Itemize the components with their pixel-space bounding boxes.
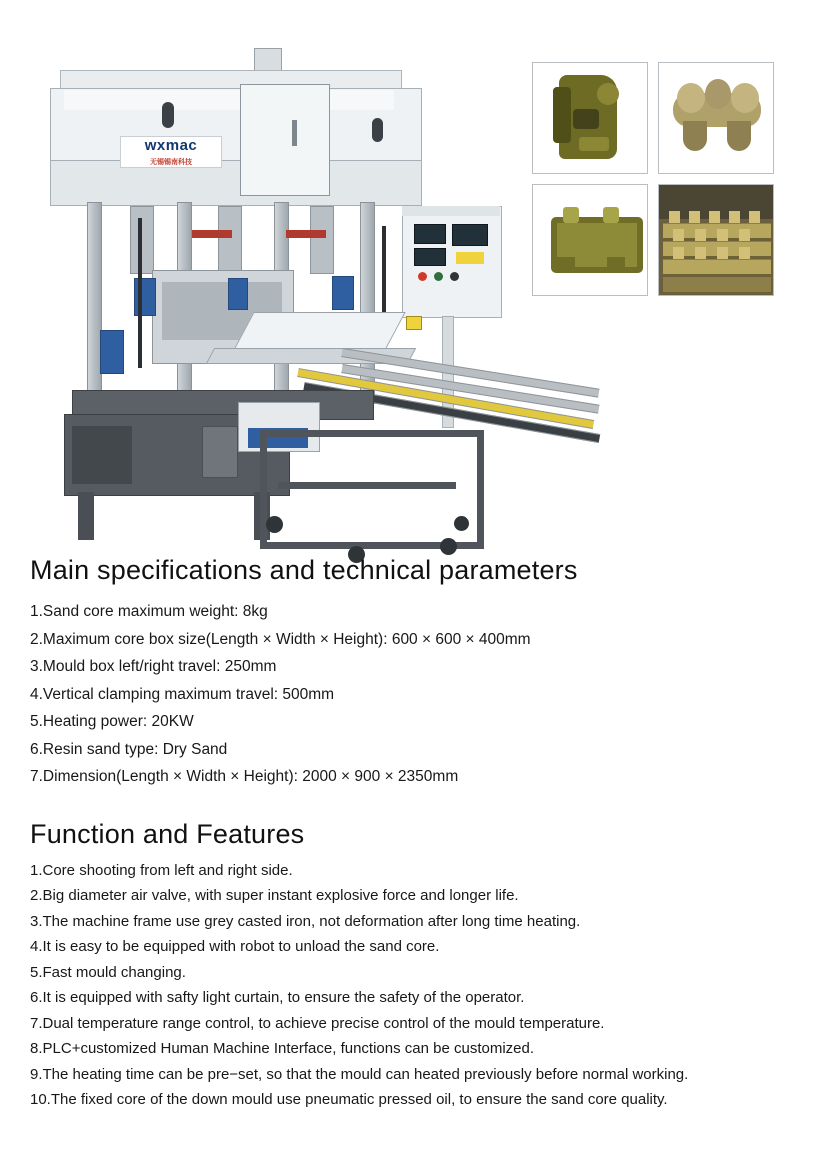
list-item: 3.The machine frame use grey casted iron, not deformation after long time heating.: [30, 912, 581, 930]
machine-ram-1: [130, 206, 154, 274]
list-item: 5.Heating power: 20KW: [30, 713, 194, 730]
conveyor-cart-crossbar: [278, 482, 456, 489]
machine-ram-2: [218, 206, 242, 274]
machine-head-hole-right: [372, 118, 383, 142]
machine-head-front-panel: [64, 90, 394, 110]
list-item: 9.The heating time can be pre−set, so that the mould can heated previously before normal working.: [30, 1065, 689, 1083]
list-item: 1.Core shooting from left and right side.: [30, 861, 293, 879]
thumbnail-sand-core-frame: [532, 184, 648, 296]
brand-name: wxmac: [144, 137, 198, 154]
control-knob-green: [434, 272, 443, 281]
list-item: 6.Resin sand type: Dry Sand: [30, 740, 228, 758]
control-knob-red: [418, 272, 427, 281]
features-list: [0, 858, 825, 1113]
list-item: 7.Dual temperature range control, to achieve precise control of the mould temperature.: [30, 1014, 605, 1032]
list-item: 4.Vertical clamping maximum travel: 500mm: [30, 685, 335, 703]
cart-wheel-4: [454, 516, 469, 531]
machine-control-panel-top: [402, 206, 500, 216]
machine-brand-plate: [120, 136, 222, 168]
list-item: 2.Maximum core box size(Length × Width × Height): 600 × 600 × 400mm: [30, 630, 531, 648]
machine-pump: [202, 426, 238, 478]
machine-base-access-panel: [72, 426, 132, 484]
control-panel-label: [456, 252, 484, 264]
list-item: 4.It is easy to be equipped with robot to unload the sand core.: [30, 938, 440, 955]
thumbnail-stacked-sand-cores: [658, 184, 774, 296]
cart-wheel-1: [266, 516, 283, 533]
control-display-3: [414, 248, 446, 266]
core-shooting-machine-photo: [42, 30, 512, 540]
specifications-section: [0, 555, 825, 791]
product-image-area: [0, 0, 825, 545]
machine-valve-block: [100, 330, 124, 374]
machine-head-lower-housing: [50, 160, 422, 206]
features-section: [0, 819, 825, 1113]
list-item: 1.Sand core maximum weight: 8kg: [30, 603, 268, 620]
specifications-list: [0, 598, 825, 791]
thumbnail-sand-core-engine-block: [532, 62, 648, 174]
machine-cabinet-door: [240, 84, 330, 196]
machine-ram-3: [310, 206, 334, 274]
machine-hose-left: [138, 218, 142, 368]
machine-motor-2: [228, 278, 248, 310]
machine-door-handle: [292, 120, 297, 146]
thumbnail-sand-core-manifold: [658, 62, 774, 174]
list-item: 2.Big diameter air valve, with super instant explosive force and longer life.: [30, 887, 519, 904]
control-knob-black: [450, 272, 459, 281]
machine-base-leg-left: [78, 492, 94, 540]
machine-motor-3: [332, 276, 354, 310]
list-item: 5.Fast mould changing.: [30, 963, 186, 981]
conveyor-cart-frame: [260, 430, 484, 549]
features-heading: Function and Features: [30, 818, 305, 849]
warning-label-icon: [406, 316, 422, 330]
control-display-2: [452, 224, 488, 246]
brand-subtitle: 无锡锡南科技: [150, 159, 192, 166]
machine-red-crossbar-right: [286, 230, 326, 238]
list-item: 3.Mould box left/right travel: 250mm: [30, 658, 277, 675]
list-item: 10.The fixed core of the down mould use pneumatic pressed oil, to ensure the sand core quality.: [30, 1091, 668, 1108]
machine-red-crossbar-left: [192, 230, 232, 238]
sample-thumbnail-grid: [532, 62, 780, 298]
list-item: 7.Dimension(Length × Width × Height): 2000 × 900 × 2350mm: [30, 768, 459, 785]
list-item: 6.It is equipped with safty light curtain, to ensure the safety of the operator.: [30, 989, 525, 1006]
specifications-heading: Main specifications and technical parameters: [30, 555, 578, 585]
control-display-1: [414, 224, 446, 244]
machine-head-hole-left: [162, 102, 174, 128]
list-item: 8.PLC+customized Human Machine Interface, functions can be customized.: [30, 1040, 535, 1057]
document-text-content: [0, 545, 825, 1113]
